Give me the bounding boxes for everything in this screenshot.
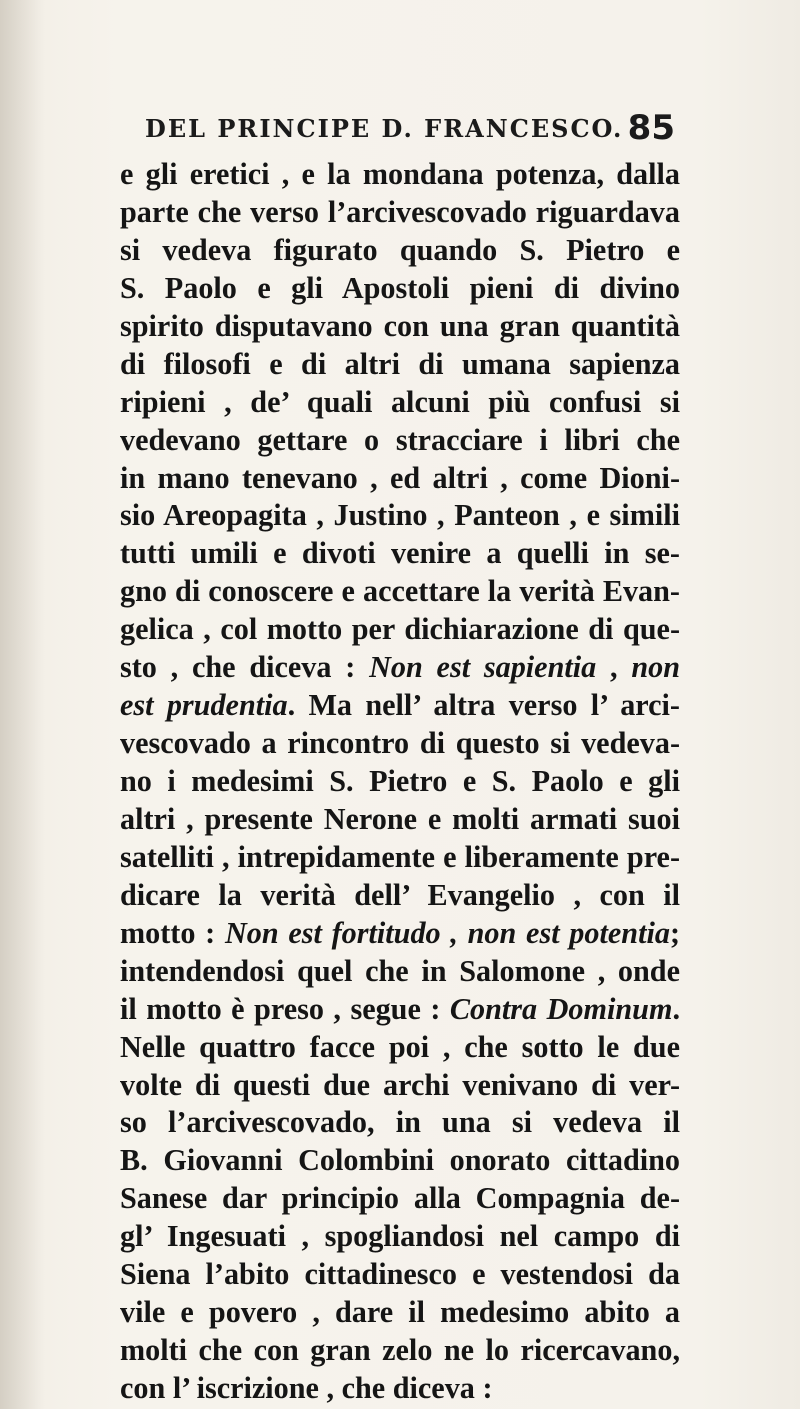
text-line: est prudentia. Ma nell’ altra verso l’ arci- xyxy=(120,688,680,723)
text-line: gelica , col motto per dichiarazione di que- xyxy=(120,612,680,647)
text-line: sto , che diceva : Non est sapientia , non xyxy=(120,650,680,685)
running-title: DEL PRINCIPE D. FRANCESCO. xyxy=(145,114,624,143)
text-line: motto : Non est fortitudo , non est potentia; xyxy=(120,915,680,950)
text-line: molti che con gran zelo ne lo ricercavano, xyxy=(120,1333,680,1368)
text-line: volte di questi due archi venivano di ver- xyxy=(120,1067,680,1102)
text-line: il motto è preso , segue : Contra Dominum. xyxy=(120,991,680,1026)
text-line: parte che verso l’arcivescovado riguardava xyxy=(120,194,680,229)
text-line: ripieni , de’ quali alcuni più confusi si xyxy=(120,384,680,419)
text-line: di filosofi e di altri di umana sapienza xyxy=(120,346,680,381)
motto-italic: non xyxy=(631,650,680,685)
text-line: vedevano gettare o stracciare i libri che xyxy=(120,422,680,457)
page-header xyxy=(145,108,675,152)
text-line: con l’ iscrizione , che diceva : xyxy=(120,1371,493,1405)
text-line: in mano tenevano , ed altri , come Dioni- xyxy=(120,460,680,495)
page-number: 85 xyxy=(627,108,675,148)
body-text xyxy=(120,156,680,1408)
text-line: Siena l’abito cittadinesco e vestendosi da xyxy=(120,1257,680,1292)
text-line: altri , presente Nerone e molti armati suoi xyxy=(120,801,680,836)
text-line: spirito disputavano con una gran quantità xyxy=(120,308,680,343)
text-line: Sanese dar principio alla Compagnia de- xyxy=(120,1181,680,1216)
text-line: no i medesimi S. Pietro e S. Paolo e gli xyxy=(120,764,680,798)
text-line: e gli eretici , e la mondana potenza, dalla xyxy=(120,157,680,191)
text-line: vescovado a rincontro di questo si vedeva- xyxy=(120,726,680,761)
text-line: satelliti , intrepidamente e liberamente pre- xyxy=(120,839,680,874)
text-line: B. Giovanni Colombini onorato cittadino xyxy=(120,1143,680,1178)
page-gutter-shadow xyxy=(0,0,46,1409)
text-line: Nelle quattro facce poi , che sotto le due xyxy=(120,1029,680,1064)
motto-italic: est prudentia xyxy=(120,688,288,723)
text-line: so l’arcivescovado, in una si vedeva il xyxy=(120,1105,680,1140)
motto-italic: Non est fortitudo , non est potentia xyxy=(224,915,670,950)
text-line: intendendosi quel che in Salomone , onde xyxy=(120,953,680,988)
motto-italic: Non est sapientia xyxy=(369,650,597,685)
text-line: gl’ Ingesuati , spogliandosi nel campo di xyxy=(120,1219,680,1254)
text-line: sio Areopagita , Justino , Panteon , e simili xyxy=(120,498,680,533)
text-line: tutti umili e divoti venire a quelli in se- xyxy=(120,536,680,571)
text-line: gno di conoscere e accettare la verità Evan- xyxy=(120,574,680,609)
text-line: si vedeva figurato quando S. Pietro e xyxy=(120,232,680,267)
motto-italic: Contra Dominum xyxy=(449,991,673,1026)
text-line: vile e povero , dare il medesimo abito a xyxy=(120,1295,680,1330)
text-line: dicare la verità dell’ Evangelio , con il xyxy=(120,877,680,912)
text-line: S. Paolo e gli Apostoli pieni di divino xyxy=(120,270,680,305)
